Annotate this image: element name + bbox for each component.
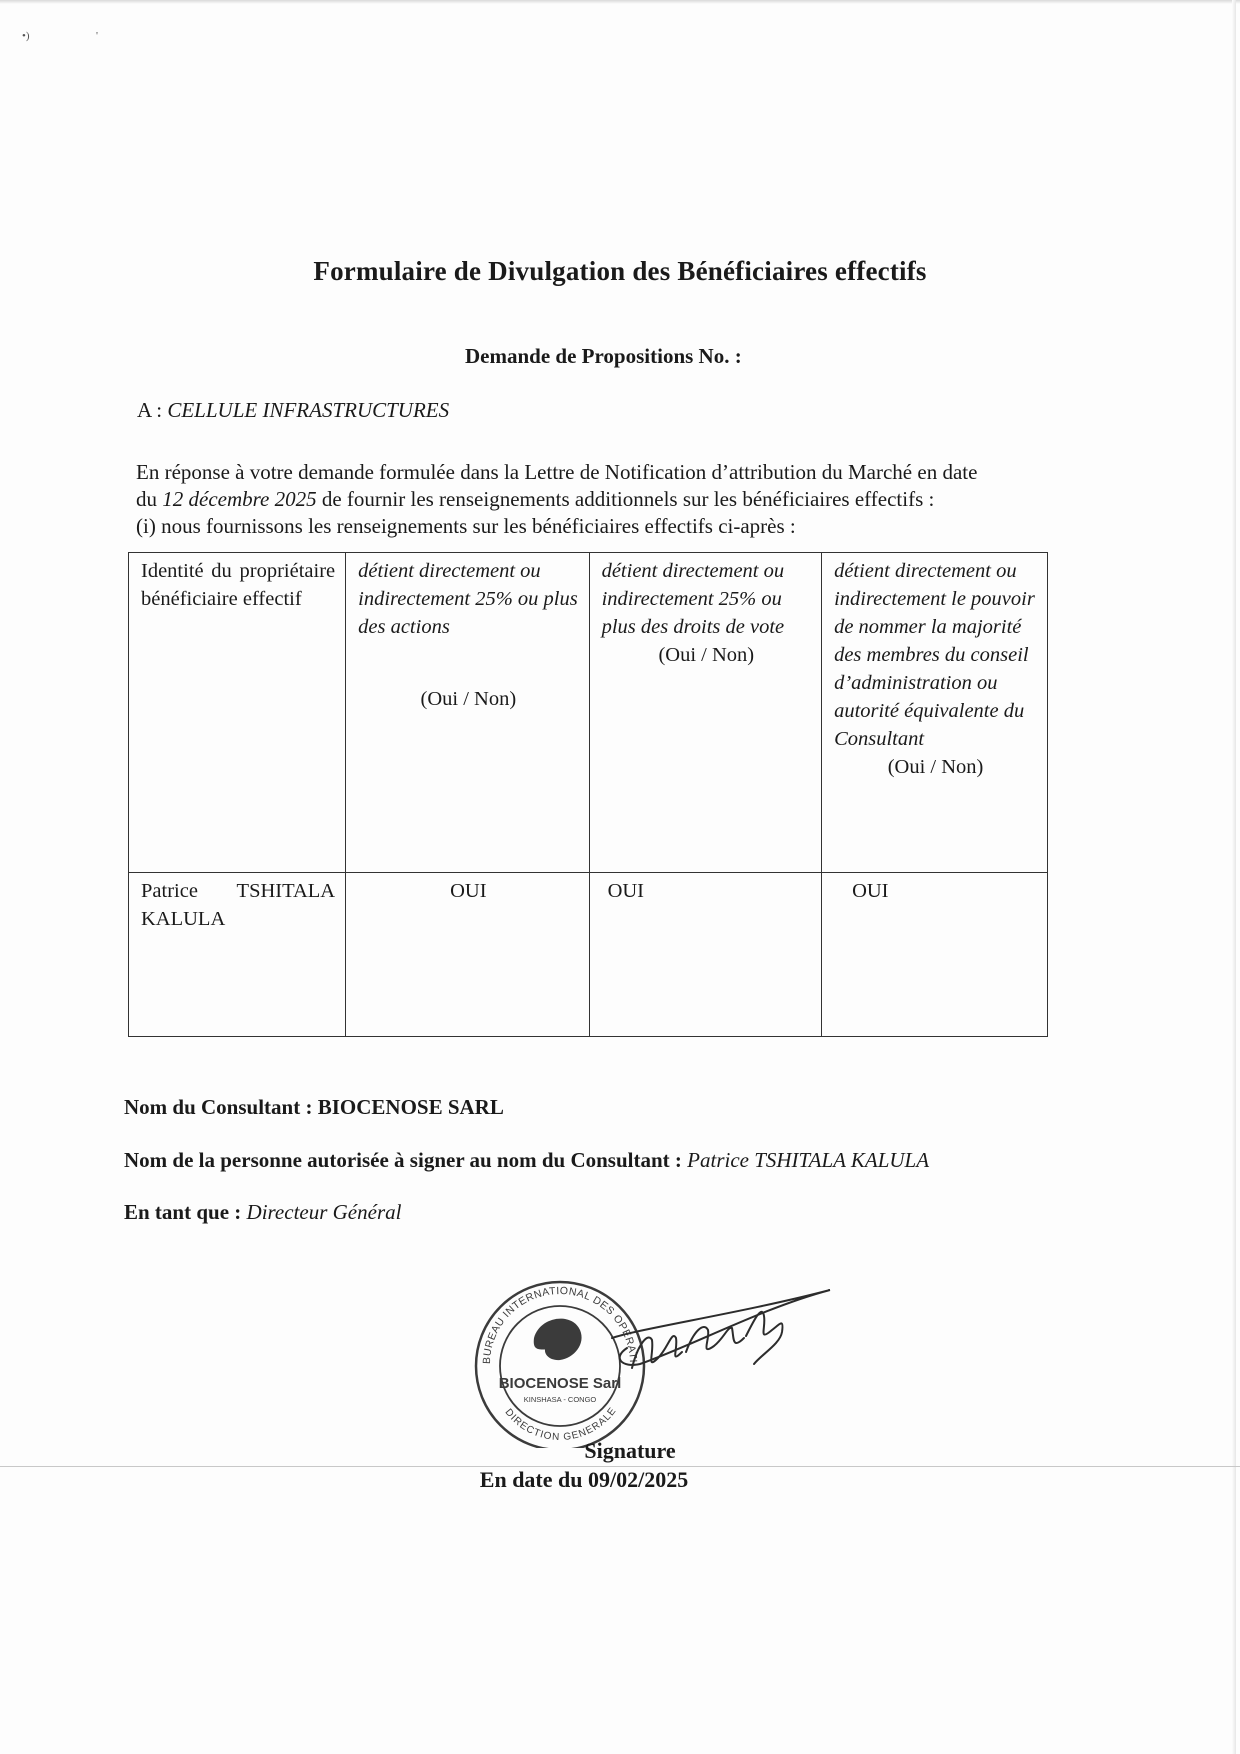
stamp-seal <box>476 1282 644 1448</box>
intro-paragraph <box>136 459 1136 540</box>
table-row <box>129 873 1048 1037</box>
owner-name: Patrice TSHITALA KALULA <box>141 880 336 930</box>
consultant-value: BIOCENOSE SARL <box>317 1095 504 1119</box>
header-identity-text: Identité du propriétaire bénéficiaire effectif <box>141 560 336 610</box>
document-title: Formulaire de Divulgation des Bénéficiaires effectifs <box>313 256 927 286</box>
page-top-edge <box>0 0 1240 4</box>
header-shares <box>346 553 589 873</box>
capacity-label: En tant que : <box>124 1200 247 1224</box>
signatory-label: Nom de la personne autorisée à signer au nom du Consultant : <box>124 1148 688 1172</box>
beneficial-owners-table <box>128 552 1048 1037</box>
header-board-choice: (Oui / Non) <box>887 756 984 778</box>
consultant-label: Nom du Consultant : <box>124 1095 318 1119</box>
shares-value: OUI <box>450 880 487 902</box>
stamp-company: BIOCENOSE Sarl <box>498 1375 622 1392</box>
header-identity <box>129 553 346 873</box>
recipient <box>137 398 449 423</box>
capacity-field <box>124 1200 401 1225</box>
notification-date: 12 décembre 2025 <box>162 487 317 511</box>
signatory-value: Patrice TSHITALA KALULA <box>687 1148 930 1172</box>
signature-label: Signature <box>584 1438 676 1463</box>
stamp-logo-icon <box>534 1319 582 1360</box>
company-stamp-and-signature <box>462 1268 852 1448</box>
intro-line-2 <box>136 486 1136 513</box>
table-header-row <box>129 553 1048 873</box>
header-board-text: détient directement ou indirectement le pouvoir de nommer la majorité des membres du conseil d’administration ou autorité équivalente du Consultant <box>834 560 1035 750</box>
rfp-number-label: Demande de Propositions No. : <box>465 344 742 368</box>
stamp-ring-bottom: DIRECTION GENERALE <box>502 1405 619 1444</box>
intro-line-3: (i) nous fournissons les renseignements sur les bénéficiaires effectifs ci-après : <box>136 514 796 538</box>
header-board <box>822 553 1048 873</box>
header-shares-text: détient directement ou indirectement 25% ou plus des actions <box>358 560 578 638</box>
handwritten-signature <box>612 1290 830 1368</box>
intro-line-2-suffix: de fournir les renseignements additionnels sur les bénéficiaires effectifs : <box>316 487 935 511</box>
header-votes <box>589 553 821 873</box>
stamp-svg <box>462 1268 852 1448</box>
cell-votes <box>589 873 821 1037</box>
recipient-name: CELLULE INFRASTRUCTURES <box>167 398 450 422</box>
recipient-prefix: A : <box>137 398 168 422</box>
cell-shares <box>346 873 589 1037</box>
board-value: OUI <box>852 880 889 902</box>
intro-line-2-prefix: du <box>136 487 163 511</box>
header-shares-choice: (Oui / Non) <box>420 688 517 710</box>
header-votes-choice: (Oui / Non) <box>658 644 755 666</box>
scan-mark: ' <box>96 30 98 42</box>
scan-mark: •) <box>22 30 30 42</box>
signature-date: En date du 09/02/2025 <box>479 1467 689 1492</box>
stamp-city: KINSHASA - CONGO <box>523 1395 597 1404</box>
signatory-field <box>124 1148 929 1173</box>
capacity-value: Directeur Général <box>246 1200 402 1224</box>
header-votes-text: détient directement ou indirectement 25% ou plus des droits de vote <box>601 560 785 638</box>
votes-value: OUI <box>607 880 645 902</box>
cell-board <box>822 873 1048 1037</box>
consultant-name-field <box>124 1095 504 1120</box>
stamp-ring-top: BUREAU INTERNATIONAL DES OPERATI <box>480 1284 640 1365</box>
intro-line-1: En réponse à votre demande formulée dans la Lettre de Notification d’attribution du Marché en date <box>136 460 978 484</box>
cell-owner-name <box>129 873 346 1037</box>
